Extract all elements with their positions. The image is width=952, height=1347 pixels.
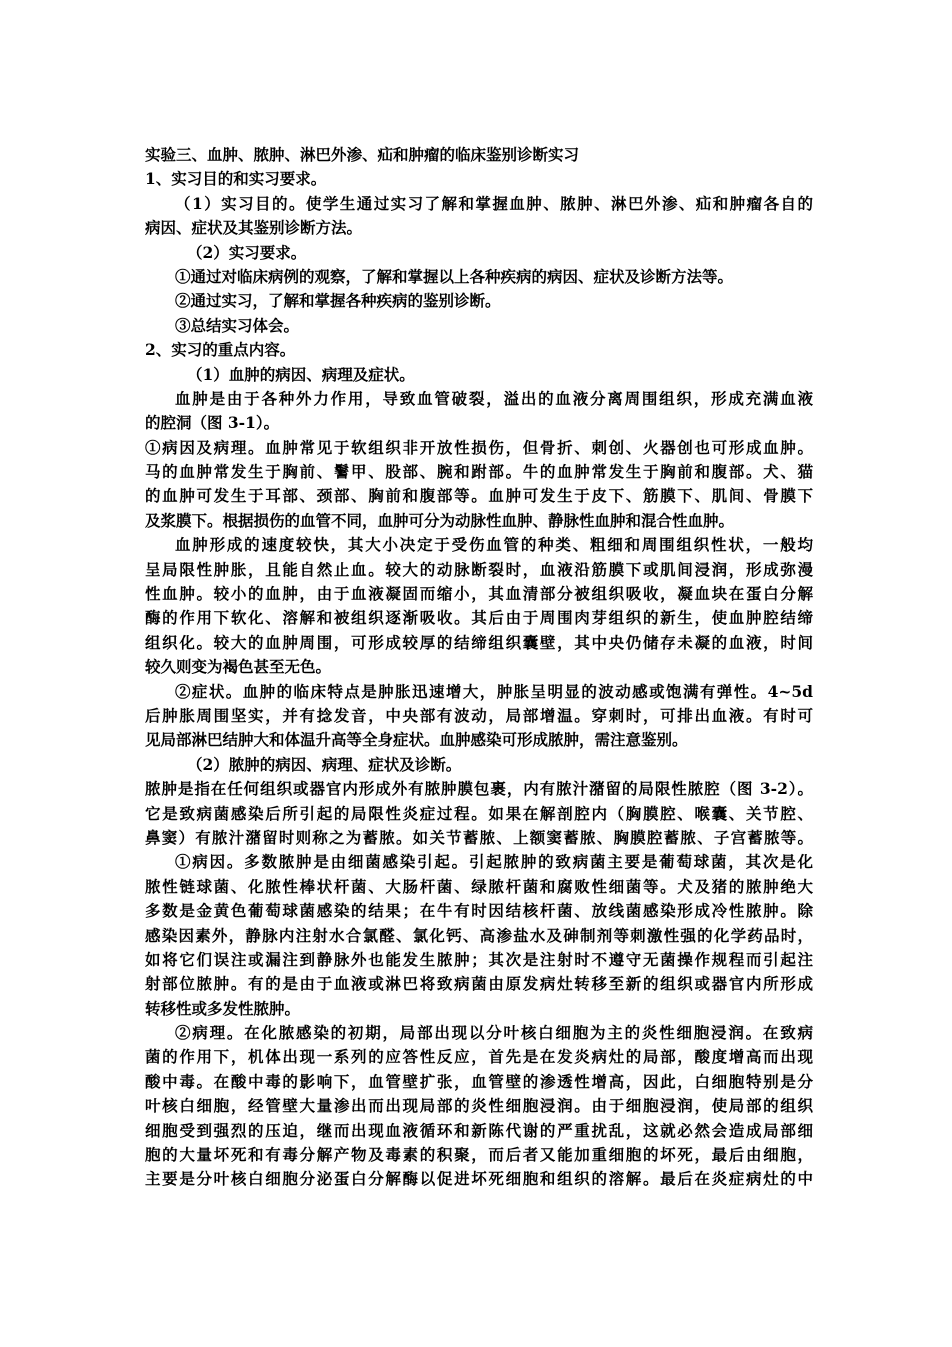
- list-item: ②通过实习，了解和掌握各种疾病的鉴别诊断。: [175, 291, 501, 311]
- paragraph-line: 病因、症状及其鉴别诊断方法。: [145, 218, 363, 238]
- paragraph-line: ②症状。血肿的临床特点是肿胀迅速增大，肿胀呈明显的波动感或饱满有弹性。4~5d: [175, 681, 813, 701]
- paragraph-line: 呈局限性肿胀，且能自然止血。较大的动脉断裂时，血液沿筋膜下或肌间浸润，形成弥漫: [145, 559, 813, 579]
- document-page: [145, 143, 813, 1192]
- paragraph-line: 它是致病菌感染后所引起的局限性炎症过程。如果在解剖腔内（胸膜腔、喉囊、关节腔、: [145, 803, 813, 823]
- paragraph-line: ②病理。在化脓感染的初期，局部出现以分叶核白细胞为主的炎性细胞浸润。在致病: [175, 1023, 813, 1043]
- section-heading: 2、实习的重点内容。: [145, 340, 296, 360]
- paragraph-line: 血肿形成的速度较快，其大小决定于受伤血管的种类、粗细和周围组织性状，一般均: [175, 535, 813, 555]
- paragraph-line: 脓性链球菌、化脓性棒状杆菌、大肠杆菌、绿脓杆菌和腐败性细菌等。犬及猪的脓肿绝大: [145, 876, 813, 896]
- paragraph-line: ①病因。多数脓肿是由细菌感染引起。引起脓肿的致病菌主要是葡萄球菌，其次是化: [175, 852, 813, 872]
- paragraph-line: 的血肿可发生于耳部、颈部、胸前和腹部等。血肿可发生于皮下、筋膜下、肌间、骨膜下: [145, 486, 813, 506]
- paragraph-line: 性血肿。较小的血肿，由于血液凝固而缩小，其血清部分被组织吸收，凝血块在蛋白分解: [145, 584, 813, 604]
- paragraph-line: 细胞受到强烈的压迫，继而出现血液循环和新陈代谢的严重扰乱，这就必然会造成局部细: [145, 1120, 813, 1140]
- section-heading: 1、实习目的和实习要求。: [145, 169, 327, 189]
- paragraph-line: 及浆膜下。根据损伤的血管不同，血肿可分为动脉性血肿、静脉性血肿和混合性血肿。: [145, 510, 735, 530]
- paragraph-line: 酶的作用下软化、溶解和被组织逐渐吸收。其后由于周围肉芽组织的新生，使血肿腔结缔: [145, 608, 813, 628]
- paragraph-line: 血肿是由于各种外力作用，导致血管破裂，溢出的血液分离周围组织，形成充满血液: [175, 388, 813, 408]
- paragraph-line: 主要是分叶核白细胞分泌蛋白分解酶以促进坏死细胞和组织的溶解。最后在炎症病灶的中: [145, 1169, 813, 1189]
- paragraph-line: 射部位脓肿。有的是由于血液或淋巴将致病菌由原发病灶转移至新的组织或器官内所形成: [145, 974, 813, 994]
- paragraph-line: 多数是金黄色葡萄球菌感染的结果；在牛有时因结核杆菌、放线菌感染形成冷性脓肿。除: [145, 901, 813, 921]
- paragraph-line: 胞的大量坏死和有毒分解产物及毒素的积聚，而后者又能加重细胞的坏死，最后由细胞，: [145, 1145, 813, 1165]
- paragraph-line: 鼻窦）有脓汁潴留时则称之为蓄脓。如关节蓄脓、上额窦蓄脓、胸膜腔蓄脓、子宫蓄脓等。: [145, 827, 813, 847]
- paragraph-line: 叶核白细胞，经管壁大量渗出而出现局部的炎性细胞浸润。由于细胞浸润，使局部的组织: [145, 1096, 813, 1116]
- paragraph-line: （1）实习目的。使学生通过实习了解和掌握血肿、脓肿、淋巴外渗、疝和肿瘤各自的: [175, 193, 813, 213]
- subsection-heading: （2）实习要求。: [187, 242, 307, 262]
- subsection-heading: （1）血肿的病因、病理及症状。: [187, 364, 415, 384]
- paragraph-line: 如将它们误注或漏注到静脉外也能发生脓肿；其次是注射时不遵守无菌操作规程而引起注: [145, 949, 813, 969]
- paragraph-line: 较久则变为褐色甚至无色。: [145, 657, 332, 677]
- paragraph-line: 后肿胀周围坚实，并有捻发音，中央部有波动，局部增温。穿刺时，可排出血液。有时可: [145, 705, 813, 725]
- document-title: 实验三、血肿、脓肿、淋巴外渗、疝和肿瘤的临床鉴别诊断实习: [145, 145, 580, 164]
- paragraph-line: ①病因及病理。血肿常见于软组织非开放性损伤，但骨折、刺创、火器创也可形成血肿。: [145, 437, 813, 457]
- list-item: ③总结实习体会。: [175, 315, 300, 335]
- paragraph-line: 脓肿是指在任何组织或器官内形成外有脓肿膜包裹，内有脓汁潴留的局限性脓腔（图 3-2）。: [145, 779, 813, 799]
- list-item: ①通过对临床病例的观察，了解和掌握以上各种疾病的病因、症状及诊断方法等。: [175, 266, 734, 286]
- paragraph-line: 转移性或多发性脓肿。: [145, 998, 301, 1018]
- paragraph-line: 见局部淋巴结肿大和体温升高等全身症状。血肿感染可形成脓肿，需注意鉴别。: [145, 730, 688, 750]
- subsection-heading: （2）脓肿的病因、病理、症状及诊断。: [187, 754, 462, 774]
- paragraph-line: 的腔洞（图 3-1）。: [145, 413, 280, 433]
- paragraph-line: 酸中毒。在酸中毒的影响下，血管壁扩张，血管壁的渗透性增高，因此，白细胞特别是分: [145, 1071, 813, 1091]
- paragraph-line: 感染因素外，静脉内注射水合氯醛、氯化钙、高渗盐水及砷制剂等刺激性强的化学药品时，: [145, 925, 813, 945]
- paragraph-line: 马的血肿常发生于胸前、鬐甲、股部、腕和跗部。牛的血肿常发生于胸前和腹部。犬、猫: [145, 462, 813, 482]
- paragraph-line: 组织化。较大的血肿周围，可形成较厚的结缔组织囊壁，其中央仍储存未凝的血液，时间: [145, 632, 813, 652]
- paragraph-line: 菌的作用下，机体出现一系列的应答性反应，首先是在发炎病灶的局部，酸度增高而出现: [145, 1047, 813, 1067]
